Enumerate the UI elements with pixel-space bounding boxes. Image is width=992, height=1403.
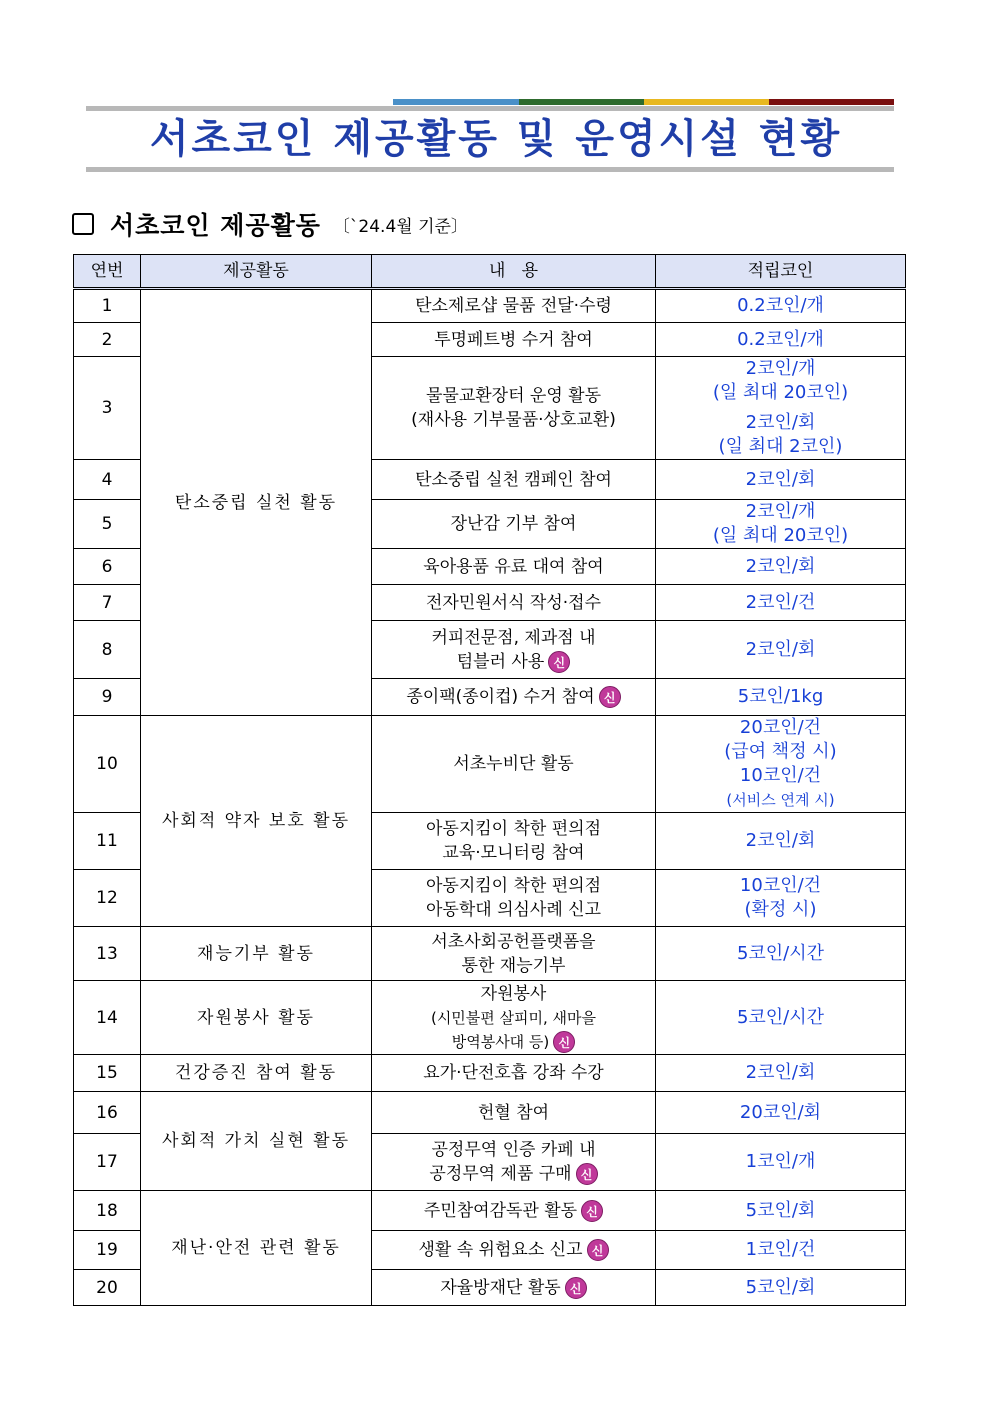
category-cell: 재난·안전 관련 활동 xyxy=(141,1191,372,1306)
coin-cell xyxy=(656,621,906,679)
row-number: 3 xyxy=(74,357,141,460)
header-content: 내 용 xyxy=(372,255,656,289)
coin-cell xyxy=(656,500,906,549)
table-header-row xyxy=(74,255,906,289)
content-cell xyxy=(372,981,656,1055)
row-number: 18 xyxy=(74,1191,141,1231)
coin-line: 2코인/회 xyxy=(745,468,816,490)
row-number: 15 xyxy=(74,1055,141,1092)
table-row xyxy=(74,1191,906,1231)
content-line: 자원봉사 xyxy=(480,983,547,1004)
header-top-rule xyxy=(86,106,894,111)
coin-cell xyxy=(656,1191,906,1231)
content-line: (시민불편 살피미, 새마을 xyxy=(430,1008,597,1027)
category-cell: 재능기부 활동 xyxy=(141,927,372,981)
coin-line: 5코인/회 xyxy=(745,1199,816,1221)
content-cell xyxy=(372,1055,656,1092)
new-badge: 신 xyxy=(581,1200,603,1222)
header-color-bar-red xyxy=(769,99,894,105)
content-line: 커피전문점, 제과점 내 xyxy=(431,627,596,648)
coin-cell xyxy=(656,1270,906,1306)
row-number: 20 xyxy=(74,1270,141,1306)
coin-line: 10코인/건 xyxy=(739,875,822,896)
content-cell xyxy=(372,323,656,357)
coin-line: 2코인/회 xyxy=(745,412,816,433)
header-bottom-rule xyxy=(86,167,894,172)
content-cell xyxy=(372,460,656,500)
row-number: 10 xyxy=(74,716,141,813)
new-badge: 신 xyxy=(548,651,570,673)
new-badge: 신 xyxy=(599,686,621,708)
coin-line: 2코인/회 xyxy=(745,638,816,660)
table-row xyxy=(74,1055,906,1092)
row-number: 9 xyxy=(74,679,141,716)
coin-line: 5코인/회 xyxy=(745,1276,816,1298)
table-row xyxy=(74,716,906,813)
activity-table xyxy=(73,254,906,1306)
content-line: 육아용품 유료 대여 참여 xyxy=(423,556,604,577)
coin-line: 5코인/시간 xyxy=(736,1006,825,1028)
coin-cell xyxy=(656,1134,906,1191)
section-date-note: 〔`24.4월 기준〕 xyxy=(332,216,468,237)
content-line: 요가·단전호흡 강좌 수강 xyxy=(423,1063,604,1083)
row-number: 12 xyxy=(74,870,141,927)
table-row xyxy=(74,981,906,1055)
content-line: 탄소제로샵 물품 전달·수령 xyxy=(415,296,612,316)
coin-cell xyxy=(656,927,906,981)
content-line: 방역봉사대 등) xyxy=(451,1032,550,1051)
row-number: 4 xyxy=(74,460,141,500)
coin-line: 2코인/개 xyxy=(745,501,816,522)
new-badge: 신 xyxy=(565,1277,587,1299)
coin-cell xyxy=(656,1231,906,1270)
coin-line: (일 최대 20코인) xyxy=(712,382,849,403)
row-number: 13 xyxy=(74,927,141,981)
page-title: 서초코인 제공활동 및 운영시설 현황 xyxy=(149,116,843,162)
content-line: 자율방재단 활동 xyxy=(440,1277,561,1298)
content-cell xyxy=(372,1270,656,1306)
content-line: 탄소중립 실천 캠페인 참여 xyxy=(415,469,612,490)
coin-cell xyxy=(656,289,906,323)
content-line: 서초누비단 활동 xyxy=(453,754,574,774)
row-number: 2 xyxy=(74,323,141,357)
content-cell xyxy=(372,1092,656,1134)
header-activity: 제공활동 xyxy=(141,255,372,289)
coin-line: (급여 책정 시) xyxy=(724,741,837,762)
header-color-bar-green xyxy=(519,99,644,105)
coin-line: 2코인/회 xyxy=(745,555,816,577)
coin-line: (일 최대 20코인) xyxy=(712,525,849,546)
content-cell xyxy=(372,585,656,621)
content-line: 전자민원서식 작성·접수 xyxy=(425,592,602,613)
content-line: 통한 재능기부 xyxy=(461,955,566,976)
header-color-bar-yellow xyxy=(644,99,769,105)
coin-line: 10코인/건 xyxy=(739,765,822,786)
coin-cell xyxy=(656,1092,906,1134)
content-line: 공정무역 인증 카페 내 xyxy=(431,1140,596,1160)
content-cell xyxy=(372,679,656,716)
content-line: 아동지킴이 착한 편의점 xyxy=(425,819,602,839)
content-cell xyxy=(372,500,656,549)
coin-line: 20코인/회 xyxy=(739,1101,822,1123)
coin-line: 5코인/시간 xyxy=(736,942,825,964)
coin-line: 20코인/건 xyxy=(739,717,822,738)
content-cell xyxy=(372,870,656,927)
coin-cell xyxy=(656,460,906,500)
checkbox-icon xyxy=(72,213,94,235)
content-line: 공정무역 제품 구매 xyxy=(429,1164,572,1184)
content-line: 서초사회공헌플랫폼을 xyxy=(431,931,596,952)
content-cell xyxy=(372,1191,656,1231)
content-cell xyxy=(372,621,656,679)
table-row xyxy=(74,289,906,323)
coin-line: (확정 시) xyxy=(744,899,817,920)
row-number: 19 xyxy=(74,1231,141,1270)
content-line: 생활 속 위험요소 신고 xyxy=(418,1240,583,1260)
content-line: 교육·모니터링 참여 xyxy=(442,843,585,863)
coin-cell xyxy=(656,981,906,1055)
coin-cell xyxy=(656,813,906,870)
content-line: 아동지킴이 착한 편의점 xyxy=(425,876,602,896)
category-cell: 사회적 가치 실현 활동 xyxy=(141,1092,372,1191)
content-line: 물물교환장터 운영 활동 xyxy=(425,386,602,406)
category-cell: 자원봉사 활동 xyxy=(141,981,372,1055)
header-number: 연번 xyxy=(74,255,141,289)
header-coin: 적립코인 xyxy=(656,255,906,289)
category-cell: 건강증진 참여 활동 xyxy=(141,1055,372,1092)
row-number: 8 xyxy=(74,621,141,679)
coin-cell xyxy=(656,870,906,927)
coin-line: 5코인/1kg xyxy=(737,686,824,707)
coin-line: (일 최대 2코인) xyxy=(718,436,843,457)
coin-line: 1코인/건 xyxy=(745,1239,816,1260)
coin-line: 1코인/개 xyxy=(745,1151,816,1172)
table-row xyxy=(74,1092,906,1134)
content-cell xyxy=(372,289,656,323)
content-cell xyxy=(372,1134,656,1191)
row-number: 1 xyxy=(74,289,141,323)
content-line: 투명페트병 수거 참여 xyxy=(434,329,593,350)
row-number: 14 xyxy=(74,981,141,1055)
coin-line: 2코인/건 xyxy=(745,591,816,613)
coin-cell xyxy=(656,323,906,357)
coin-line: 2코인/회 xyxy=(745,1062,816,1083)
coin-cell xyxy=(656,1055,906,1092)
content-line: 텀블러 사용 xyxy=(456,651,545,672)
content-line: 주민참여감독관 활동 xyxy=(423,1200,578,1221)
content-line: 헌혈 참여 xyxy=(477,1102,550,1123)
row-number: 7 xyxy=(74,585,141,621)
new-badge: 신 xyxy=(553,1031,575,1053)
content-cell xyxy=(372,716,656,813)
category-cell: 사회적 약자 보호 활동 xyxy=(141,716,372,927)
coin-cell xyxy=(656,357,906,460)
row-number: 17 xyxy=(74,1134,141,1191)
category-cell: 탄소중립 실천 활동 xyxy=(141,289,372,716)
coin-cell xyxy=(656,679,906,716)
coin-line: 2코인/개 xyxy=(745,358,816,379)
coin-cell xyxy=(656,716,906,813)
content-line: (재사용 기부물품·상호교환) xyxy=(411,410,616,430)
coin-cell xyxy=(656,549,906,585)
content-line: 종이팩(종이컵) 수거 참여 xyxy=(406,687,595,707)
coin-line: 0.2코인/개 xyxy=(737,328,824,350)
table-row xyxy=(74,927,906,981)
coin-cell xyxy=(656,585,906,621)
content-line: 장난감 기부 참여 xyxy=(450,514,577,534)
section-title: 서초코인 제공활동 xyxy=(110,211,321,240)
content-cell xyxy=(372,549,656,585)
section-heading xyxy=(72,206,468,242)
content-cell xyxy=(372,357,656,460)
new-badge: 신 xyxy=(576,1163,598,1185)
row-number: 11 xyxy=(74,813,141,870)
content-line: 아동학대 의심사례 신고 xyxy=(425,900,602,920)
new-badge: 신 xyxy=(587,1239,609,1261)
coin-line: (서비스 연계 시) xyxy=(726,791,835,809)
row-number: 5 xyxy=(74,500,141,549)
coin-line: 2코인/회 xyxy=(745,830,816,851)
row-number: 6 xyxy=(74,549,141,585)
row-number: 16 xyxy=(74,1092,141,1134)
coin-line: 0.2코인/개 xyxy=(737,295,824,316)
content-cell xyxy=(372,1231,656,1270)
header-color-bar-blue xyxy=(393,99,519,105)
content-cell xyxy=(372,813,656,870)
content-cell xyxy=(372,927,656,981)
